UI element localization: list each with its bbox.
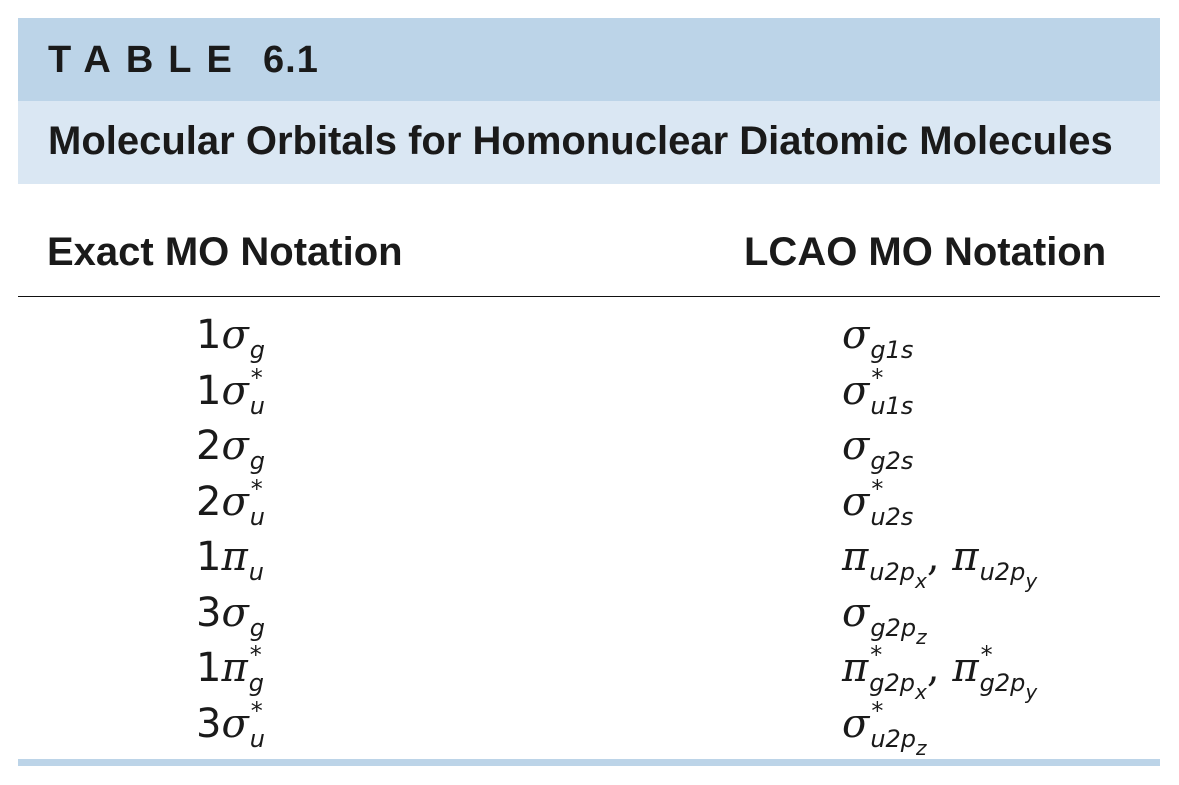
table-row (0, 474, 1179, 534)
table-row (0, 641, 1179, 704)
orbital-indices (979, 641, 1038, 704)
orbital-symbol: π (952, 645, 979, 691)
lcao-subscript: u2s (870, 502, 914, 531)
principal-number: 1 (196, 645, 222, 691)
lcao-notation (842, 641, 1038, 704)
orbital-indices (249, 590, 265, 642)
table-row (0, 312, 1179, 367)
antibonding-star: * (871, 696, 884, 725)
orbital-symbol: π (221, 645, 248, 691)
antibonding-star: * (250, 363, 263, 392)
axis-subscript: y (1025, 569, 1038, 593)
orbital-indices (249, 696, 265, 753)
orbital-indices (249, 312, 265, 364)
lcao-notation (842, 696, 927, 760)
lcao-subscript: g2s (870, 447, 914, 475)
orbital-indices (248, 641, 264, 697)
orbital-indices (249, 474, 265, 531)
antibonding-star: * (871, 474, 884, 503)
orbital-symbol: σ (842, 589, 870, 636)
antibonding-star: * (871, 363, 884, 392)
orbital-symbol: π (221, 534, 248, 580)
principal-number: 2 (196, 478, 222, 525)
orbital-indices (868, 641, 927, 704)
lcao-notation (842, 312, 914, 364)
orbital-symbol: σ (842, 423, 870, 469)
axis-subscript: x (915, 680, 927, 704)
orbital-symbol: π (952, 534, 979, 580)
table-title: Molecular Orbitals for Homonuclear Diatomic Molecules (48, 119, 1113, 163)
lcao-notation (842, 423, 914, 475)
orbital-indices (868, 534, 927, 593)
orbital-symbol: σ (842, 367, 870, 414)
axis-subscript: x (915, 569, 927, 593)
header-rule (18, 296, 1160, 297)
principal-number: 1 (196, 534, 222, 580)
lcao-subscript: u2pz (870, 724, 927, 760)
orbital-symbol: σ (221, 367, 249, 414)
orbital-indices (249, 423, 265, 475)
exact-notation (196, 589, 265, 642)
lcao-subscript: u2px (869, 558, 927, 593)
orbital-indices (248, 534, 264, 586)
separator: , (926, 645, 953, 691)
bottom-rule (18, 759, 1160, 766)
orbital-symbol: σ (221, 312, 249, 358)
table-row (0, 363, 1179, 423)
orbital-symbol: σ (842, 312, 870, 358)
orbital-indices (869, 312, 914, 364)
table-row (0, 589, 1179, 649)
lcao-subscript: g2py (979, 669, 1038, 704)
principal-number: 1 (196, 367, 222, 414)
principal-number: 1 (196, 312, 222, 358)
orbital-indices (869, 474, 914, 531)
orbital-symbol: π (842, 645, 869, 691)
principal-number: 3 (196, 700, 222, 747)
table-number: 6.1 (263, 39, 319, 81)
lcao-subscript: u2py (979, 558, 1038, 593)
exact-notation (196, 363, 265, 420)
exact-notation (196, 641, 264, 697)
orbital-indices (869, 363, 914, 420)
lcao-notation (842, 474, 914, 531)
exact-notation (196, 534, 264, 586)
orbital-symbol: σ (221, 700, 249, 747)
exact-notation (196, 312, 265, 364)
principal-number: 3 (196, 589, 222, 636)
symmetry-subscript: u (249, 391, 265, 420)
orbital-indices (869, 696, 927, 760)
symmetry-subscript: g (249, 336, 265, 364)
lcao-subscript: g2pz (870, 613, 927, 649)
column-header-lcao: LCAO MO Notation (744, 230, 1107, 274)
orbital-indices (249, 363, 265, 420)
orbital-symbol: σ (842, 700, 870, 747)
antibonding-star: * (249, 641, 262, 669)
antibonding-star: * (870, 641, 883, 669)
symmetry-subscript: u (248, 558, 264, 586)
table-row (0, 696, 1179, 760)
orbital-symbol: π (842, 534, 869, 580)
orbital-indices (979, 534, 1038, 593)
lcao-subscript: g1s (870, 336, 914, 364)
orbital-indices (869, 590, 927, 649)
orbital-symbol: σ (221, 478, 249, 525)
principal-number: 2 (196, 423, 222, 469)
antibonding-star: * (250, 474, 263, 503)
axis-subscript: z (916, 735, 927, 760)
orbital-symbol: σ (221, 589, 249, 636)
exact-notation (196, 474, 265, 531)
exact-notation (196, 423, 265, 475)
axis-subscript: y (1025, 680, 1038, 704)
symmetry-subscript: g (248, 669, 264, 697)
lcao-notation (842, 589, 927, 649)
table-row (0, 423, 1179, 478)
orbital-symbol: σ (842, 478, 870, 525)
symmetry-subscript: g (249, 447, 265, 475)
lcao-notation (842, 534, 1038, 593)
orbital-symbol: σ (221, 423, 249, 469)
table-header (18, 18, 1160, 184)
symmetry-subscript: u (249, 502, 265, 531)
table-title-bar (18, 101, 1160, 184)
table-row (0, 534, 1179, 593)
antibonding-star: * (250, 696, 263, 725)
exact-notation (196, 696, 265, 753)
column-header-exact: Exact MO Notation (47, 230, 403, 274)
lcao-notation (842, 363, 914, 420)
table-label: TABLE (48, 39, 247, 81)
lcao-subscript: u1s (870, 391, 914, 420)
table-label-bar (18, 18, 1160, 101)
lcao-subscript: g2px (869, 669, 927, 704)
axis-subscript: z (916, 624, 927, 649)
orbital-indices (869, 423, 914, 475)
antibonding-star: * (980, 641, 993, 669)
separator: , (926, 534, 953, 580)
symmetry-subscript: g (249, 613, 265, 642)
symmetry-subscript: u (249, 724, 265, 753)
